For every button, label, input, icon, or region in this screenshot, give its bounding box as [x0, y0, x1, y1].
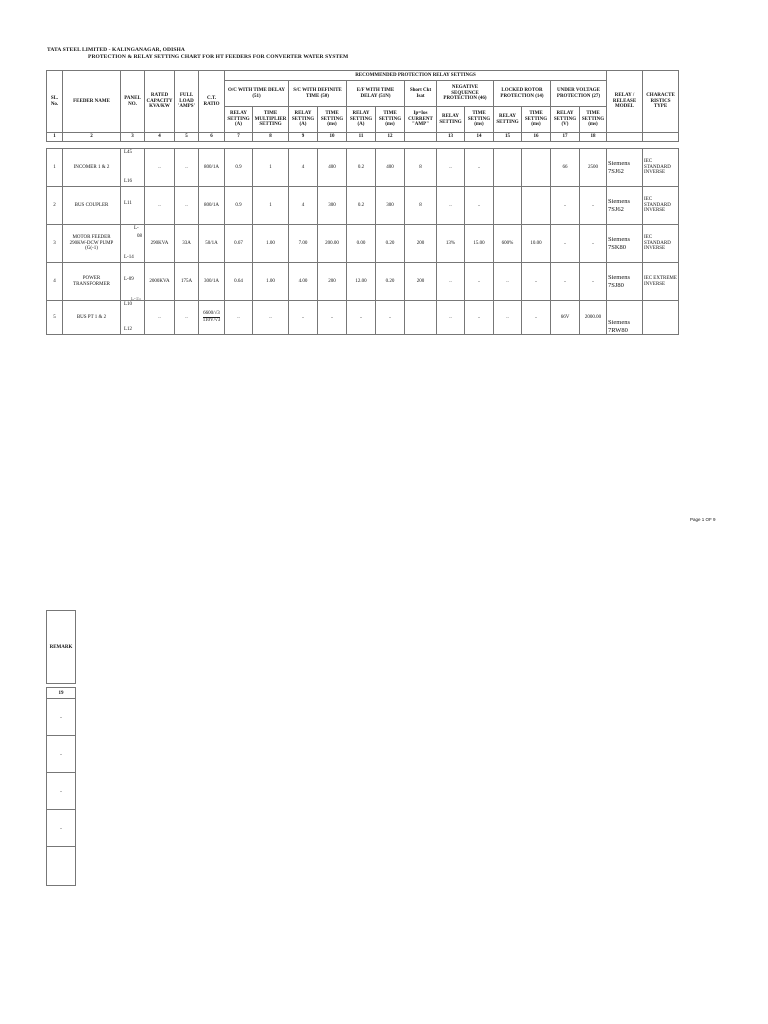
- ct-cell: 800/1A: [199, 149, 225, 187]
- characteristics-cell: IEC STANDARD INVERSE: [643, 149, 679, 187]
- group-negative-sequence: NEGATIVE SEQUENCE PROTECTION (46): [437, 81, 494, 107]
- sc-relay-cell: 4: [289, 187, 318, 225]
- relay-model-cell: Siemens 7SJ62: [607, 187, 643, 225]
- table-row: [47, 149, 679, 187]
- chart-title: PROTECTION & RELAY SETTING CHART FOR HT FEEDERS FOR CONVERTER WATER SYSTEM: [88, 54, 349, 60]
- uv-time-cell: ..: [580, 263, 607, 301]
- sub-ef-relay: RELAY SETTING (A): [347, 107, 376, 133]
- panel-cell: [121, 187, 145, 225]
- sub-lr-relay: RELAY SETTING: [494, 107, 522, 133]
- sub-neg-time: TIME SETTING (ms): [465, 107, 494, 133]
- characteristics-cell: IEC STANDARD INVERSE: [643, 187, 679, 225]
- oc-relay-cell: ..: [225, 301, 253, 335]
- remark-cell: ..: [47, 773, 76, 810]
- col-number: 17: [551, 133, 580, 142]
- sc-relay-cell: ..: [289, 301, 318, 335]
- page-number: Page 1 OF 9: [690, 517, 716, 522]
- sc-relay-cell: 7.00: [289, 225, 318, 263]
- col-characteristics: CHARACTE RISTICS TYPE: [643, 71, 679, 133]
- sc-time-cell: 300: [318, 187, 347, 225]
- sl-cell: 4: [47, 263, 63, 301]
- group-sc: S/C WITH DEFINITE TIME (50): [289, 81, 347, 107]
- ip-cell: [405, 301, 437, 335]
- col-number: 10: [318, 133, 347, 142]
- panel-no-suffix: 08: [137, 234, 142, 239]
- ct-cell: [199, 301, 225, 335]
- uv-time-cell: 2500: [580, 149, 607, 187]
- panel-no: L-09: [124, 277, 134, 282]
- sub-oc-tms: TIME MULTIPLIER SETTING: [253, 107, 289, 133]
- remark-heading: REMARK: [47, 611, 76, 684]
- panel-cell: [121, 301, 145, 335]
- oc-relay-cell: 0.9: [225, 187, 253, 225]
- uv-time-cell: ..: [580, 225, 607, 263]
- ef-relay-cell: 12.00: [347, 263, 376, 301]
- feeder-cell: BUS COUPLER: [63, 187, 121, 225]
- ip-cell: 200: [405, 225, 437, 263]
- oc-tms-cell: 1: [253, 187, 289, 225]
- sub-uv-time: TIME SETTING (ms): [580, 107, 607, 133]
- neg-time-cell: ..: [465, 149, 494, 187]
- group-ef: E/F WITH TIME DELAY (51N): [347, 81, 405, 107]
- rated-cell: ..: [145, 301, 175, 335]
- group-oc: O/C WITH TIME DELAY (51): [225, 81, 289, 107]
- uv-relay-cell: ..: [551, 225, 580, 263]
- lr-time-cell: ..: [522, 263, 551, 301]
- ef-relay-cell: 0.2: [347, 187, 376, 225]
- sc-relay-cell: 4.00: [289, 263, 318, 301]
- remark-cell: ..: [47, 810, 76, 847]
- ef-time-cell: 0.20: [376, 225, 405, 263]
- ef-time-cell: 400: [376, 149, 405, 187]
- panel-no-bottom: L-14: [124, 255, 134, 261]
- relay-model-cell: Siemens 7SJ80: [607, 263, 643, 301]
- sl-cell: 2: [47, 187, 63, 225]
- col-number: 2: [63, 133, 121, 142]
- col-number: 5: [175, 133, 199, 142]
- full-load-cell: 175A: [175, 263, 199, 301]
- col-number: 1: [47, 133, 63, 142]
- panel-no-bottom: L-15: [131, 297, 141, 301]
- uv-time-cell: ..: [580, 187, 607, 225]
- neg-time-cell: ..: [465, 187, 494, 225]
- col-number: 12: [376, 133, 405, 142]
- group-under-voltage: UNDER VOLTAGE PROTECTION (27): [551, 81, 607, 107]
- neg-relay-cell: ..: [437, 301, 465, 335]
- company-heading: TATA STEEL LIMITED - KALINGANAGAR, ODISHA: [47, 47, 185, 53]
- recommended-settings-heading: RECOMMENDED PROTECTION RELAY SETTINGS: [225, 71, 607, 81]
- col-number: 11: [347, 133, 376, 142]
- ef-relay-cell: 0.00: [347, 225, 376, 263]
- table-row: [47, 263, 679, 301]
- rated-cell: ..: [145, 149, 175, 187]
- oc-tms-cell: 1: [253, 149, 289, 187]
- col-ct-ratio: C.T. RATIO: [199, 71, 225, 133]
- full-load-cell: ..: [175, 187, 199, 225]
- sl-cell: 3: [47, 225, 63, 263]
- ef-time-cell: 0.20: [376, 263, 405, 301]
- ef-relay-cell: 0.2: [347, 149, 376, 187]
- col-number: 9: [289, 133, 318, 142]
- col-number: 13: [437, 133, 465, 142]
- remark-cell: ..: [47, 699, 76, 736]
- neg-relay-cell: ..: [437, 149, 465, 187]
- ct-cell: 50/1A: [199, 225, 225, 263]
- sub-uv-relay: RELAY SETTING (V): [551, 107, 580, 133]
- lr-relay-cell: [494, 187, 522, 225]
- oc-tms-cell: 1.00: [253, 263, 289, 301]
- col-number: 6: [199, 133, 225, 142]
- col-number: 14: [465, 133, 494, 142]
- sub-sc-time: TIME SETTING (ms): [318, 107, 347, 133]
- ct-cell: 800/1A: [199, 187, 225, 225]
- sub-oc-relay: RELAY SETTING (A): [225, 107, 253, 133]
- characteristics-cell: [643, 301, 679, 335]
- panel-no-top: L10: [124, 302, 133, 307]
- col-number: 8: [253, 133, 289, 142]
- lr-time-cell: [522, 149, 551, 187]
- full-load-cell: ..: [175, 301, 199, 335]
- lr-relay-cell: ..: [494, 263, 522, 301]
- remark-cell: ..: [47, 736, 76, 773]
- lr-time-cell: 10.00: [522, 225, 551, 263]
- lr-time-cell: ..: [522, 301, 551, 335]
- panel-no: L11: [124, 201, 132, 206]
- feeder-cell: POWER TRANSFORMER: [63, 263, 121, 301]
- panel-no-top: L-: [134, 226, 139, 231]
- panel-cell: [121, 225, 145, 263]
- col-rated-capacity: RATED CAPACITY KVA/KW: [145, 71, 175, 133]
- lr-relay-cell: ..: [494, 301, 522, 335]
- relay-model-cell: Siemens 7RW80: [607, 301, 643, 335]
- panel-cell: [121, 263, 145, 301]
- oc-relay-cell: 0.67: [225, 225, 253, 263]
- ip-cell: 8: [405, 187, 437, 225]
- ip-cell: 8: [405, 149, 437, 187]
- group-short-ckt: Short Ckt Isat: [405, 81, 437, 107]
- panel-no-bottom: L12: [124, 327, 133, 333]
- uv-relay-cell: 66: [551, 149, 580, 187]
- neg-relay-cell: 13%: [437, 225, 465, 263]
- ef-time-cell: ..: [376, 301, 405, 335]
- neg-time-cell: 15.00: [465, 225, 494, 263]
- sub-lr-time: TIME SETTING (ms): [522, 107, 551, 133]
- panel-no-bottom: L16: [124, 179, 133, 185]
- oc-relay-cell: 0.64: [225, 263, 253, 301]
- col-number: [607, 133, 643, 142]
- table-row: [47, 225, 679, 263]
- sc-time-cell: 200: [318, 263, 347, 301]
- ct-denominator: 110V/√3: [202, 318, 221, 323]
- relay-setting-table: [46, 70, 679, 335]
- sub-sc-relay: RELAY SETTING (A): [289, 107, 318, 133]
- sub-neg-relay: RELAY SETTING: [437, 107, 465, 133]
- ef-relay-cell: ..: [347, 301, 376, 335]
- remark-cell-empty: [47, 847, 76, 886]
- uv-relay-cell: ..: [551, 263, 580, 301]
- sl-cell: 5: [47, 301, 63, 335]
- rated-cell: 2000KVA: [145, 263, 175, 301]
- col-sl: SL. No.: [47, 71, 63, 133]
- ct-numerator: 6600/√3: [203, 311, 220, 317]
- uv-relay-cell: ..: [551, 187, 580, 225]
- feeder-cell: MOTOR FEEDER 290KW-DCW PUMP (G(-1): [63, 225, 121, 263]
- column-number-row: [47, 133, 679, 142]
- neg-time-cell: ..: [465, 301, 494, 335]
- col-feeder-name: FEEDER NAME: [63, 71, 121, 133]
- characteristics-cell: IEC EXTREME INVERSE: [643, 263, 679, 301]
- lr-relay-cell: 600%: [494, 225, 522, 263]
- ct-cell: 300/1A: [199, 263, 225, 301]
- remark-table: [46, 610, 76, 886]
- sc-time-cell: 200.00: [318, 225, 347, 263]
- sub-ip-current: Ip=Ios CURRENT "AMP": [405, 107, 437, 133]
- panel-cell: [121, 149, 145, 187]
- full-load-cell: ..: [175, 149, 199, 187]
- col-number: 3: [121, 133, 145, 142]
- col-number: 16: [522, 133, 551, 142]
- col-number: 18: [580, 133, 607, 142]
- col-number: 7: [225, 133, 253, 142]
- neg-relay-cell: ..: [437, 263, 465, 301]
- relay-model-cell: Siemens 7SJ62: [607, 149, 643, 187]
- feeder-cell: BUS PT 1 & 2: [63, 301, 121, 335]
- full-load-cell: 33A: [175, 225, 199, 263]
- uv-relay-cell: 66V: [551, 301, 580, 335]
- neg-time-cell: ..: [465, 263, 494, 301]
- table-row: [47, 301, 679, 335]
- neg-relay-cell: ..: [437, 187, 465, 225]
- sub-ef-time: TIME SETTING (ms): [376, 107, 405, 133]
- col-full-load: FULL LOAD 'AMPS': [175, 71, 199, 133]
- relay-model-cell: Siemens 7SK80: [607, 225, 643, 263]
- sc-time-cell: 400: [318, 149, 347, 187]
- feeder-cell: INCOMER 1 & 2: [63, 149, 121, 187]
- col-number: [405, 133, 437, 142]
- sc-time-cell: ..: [318, 301, 347, 335]
- ef-time-cell: 300: [376, 187, 405, 225]
- col-number: 15: [494, 133, 522, 142]
- rated-cell: ..: [145, 187, 175, 225]
- sl-cell: 1: [47, 149, 63, 187]
- uv-time-cell: 2000.00: [580, 301, 607, 335]
- sc-relay-cell: 4: [289, 149, 318, 187]
- characteristics-cell: IEC STANDARD INVERSE: [643, 225, 679, 263]
- table-row: [47, 187, 679, 225]
- col-number: [643, 133, 679, 142]
- rated-cell: 290KVA: [145, 225, 175, 263]
- oc-tms-cell: ..: [253, 301, 289, 335]
- lr-time-cell: [522, 187, 551, 225]
- group-locked-rotor: LOCKED ROTOR PROTECTION (14): [494, 81, 551, 107]
- oc-relay-cell: 0.9: [225, 149, 253, 187]
- panel-no-top: L45: [124, 150, 133, 155]
- col-number: 4: [145, 133, 175, 142]
- ip-cell: 200: [405, 263, 437, 301]
- col-panel-no: PANEL NO.: [121, 71, 145, 133]
- col-relay-model: RELAY / RELEASE MODEL: [607, 71, 643, 133]
- lr-relay-cell: [494, 149, 522, 187]
- oc-tms-cell: 1.00: [253, 225, 289, 263]
- remark-column-number: 19: [47, 688, 76, 699]
